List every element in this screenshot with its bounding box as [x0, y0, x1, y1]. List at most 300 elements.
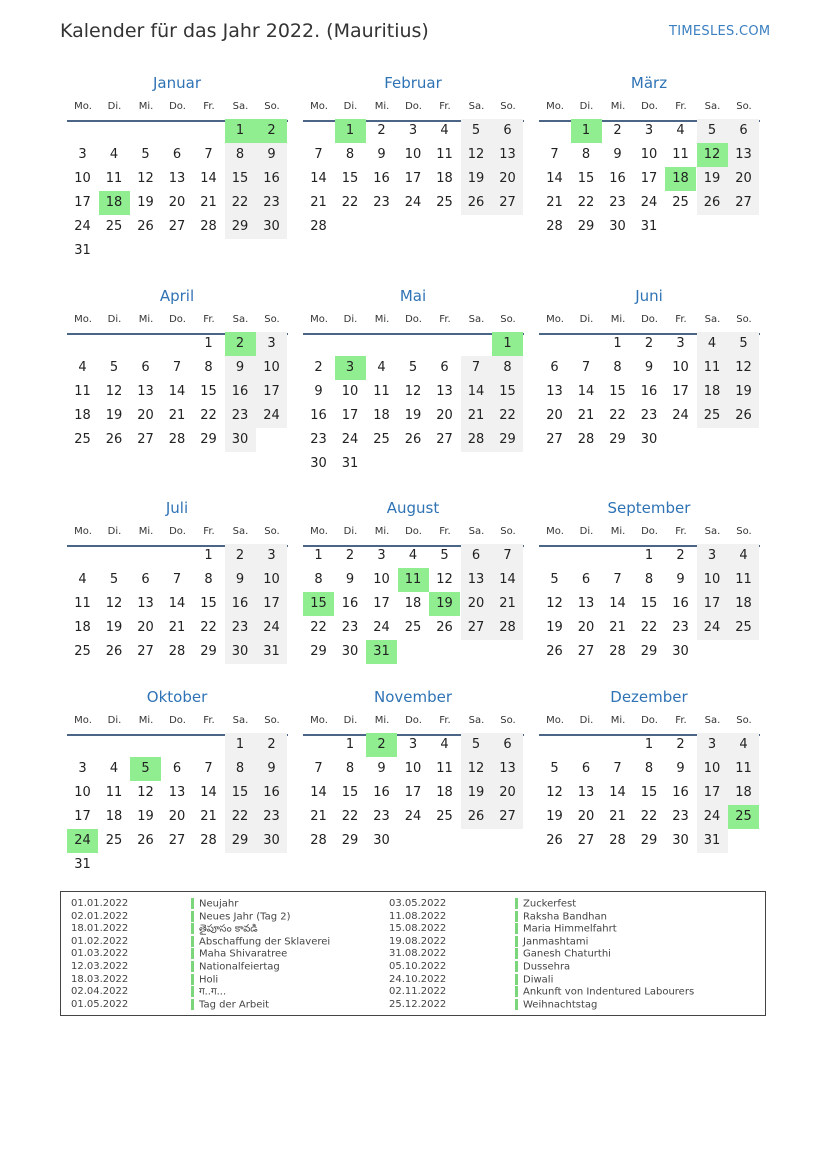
legend-marker-icon — [515, 898, 518, 909]
day-cell: 16 — [225, 592, 256, 616]
day-cell: 26 — [105, 432, 123, 447]
day-cell: 18 — [697, 380, 728, 404]
day-cell: 24 — [341, 432, 359, 447]
day-cell: 25 — [74, 432, 91, 447]
legend-name-text: Neues Jahr (Tag 2) — [199, 911, 291, 923]
day-cell: 14 — [609, 596, 626, 611]
day-cell: 27 — [436, 432, 453, 447]
weekday-header: So. — [500, 101, 516, 112]
weekday-header: Sa. — [232, 715, 249, 726]
holiday-day-cell: 24 — [67, 829, 98, 853]
day-cell: 10 — [256, 356, 287, 380]
weekday-header: Mi. — [610, 314, 626, 325]
day-cell: 3 — [377, 548, 386, 563]
day-cell: 29 — [640, 833, 658, 848]
legend-marker-icon — [191, 936, 194, 947]
legend-date: 19.08.2022 — [389, 935, 447, 947]
legend-holiday-name — [191, 936, 330, 949]
legend-holiday-name — [191, 961, 330, 974]
weekday-header: Mi. — [610, 526, 626, 537]
legend-date: 01.03.2022 — [71, 948, 129, 960]
day-cell: 30 — [609, 219, 626, 234]
weekday-header: Fr. — [439, 715, 451, 726]
day-cell: 10 — [256, 568, 287, 592]
weekday-header: Sa. — [232, 101, 249, 112]
legend-holiday-name — [191, 911, 330, 924]
legend-holiday-name — [191, 948, 330, 961]
holiday-day-cell: 15 — [303, 592, 334, 616]
day-cell: 11 — [728, 568, 759, 592]
day-cell: 20 — [492, 781, 523, 805]
legend-date: 01.02.2022 — [71, 935, 129, 947]
legend-holiday-name — [191, 898, 330, 911]
day-cell: 7 — [550, 147, 559, 162]
day-cell: 16 — [672, 596, 689, 611]
day-cell: 27 — [577, 644, 595, 659]
day-cell: 5 — [440, 548, 449, 563]
legend-name-text: తైపూసం కావడి — [199, 923, 258, 935]
day-cell: 26 — [728, 404, 759, 428]
day-cell: 22 — [609, 408, 626, 423]
legend-name-text: Nationalfeiertag — [199, 961, 280, 973]
day-cell: 16 — [373, 171, 390, 186]
day-cell: 6 — [440, 360, 449, 375]
legend-marker-icon — [191, 923, 194, 934]
day-cell: 8 — [225, 757, 256, 781]
day-cell: 10 — [697, 757, 728, 781]
day-cell: 20 — [168, 195, 186, 210]
day-cell: 2 — [377, 123, 386, 138]
day-cell: 25 — [436, 195, 453, 210]
day-cell: 30 — [672, 644, 689, 659]
weekday-header: So. — [500, 715, 516, 726]
day-cell: 26 — [546, 644, 563, 659]
day-cell: 3 — [408, 123, 418, 138]
legend-name-text: Dussehra — [523, 961, 571, 973]
day-cell: 21 — [200, 195, 217, 210]
day-cell: 29 — [341, 833, 359, 848]
weekday-header: Sa. — [704, 715, 721, 726]
day-cell: 3 — [697, 733, 728, 757]
day-cell: 10 — [404, 147, 422, 162]
day-cell: 24 — [404, 809, 422, 824]
day-cell: 17 — [74, 195, 91, 210]
day-cell: 17 — [697, 781, 728, 805]
day-cell: 22 — [310, 620, 327, 635]
weekday-header: Sa. — [232, 314, 249, 325]
legend-name-text: Abschaffung der Sklaverei — [199, 936, 331, 948]
day-cell: 23 — [225, 404, 256, 428]
weekday-header: Mi. — [138, 526, 154, 537]
day-cell: 27 — [546, 432, 563, 447]
day-cell: 11 — [436, 761, 453, 776]
day-cell: 30 — [640, 432, 658, 447]
legend-marker-icon — [515, 974, 518, 985]
day-cell: 23 — [373, 195, 390, 210]
day-cell: 29 — [640, 644, 658, 659]
day-cell: 17 — [256, 380, 287, 404]
legend-date: 11.08.2022 — [389, 910, 447, 922]
day-cell: 18 — [728, 781, 759, 805]
weekday-header: Mo. — [310, 101, 328, 112]
day-cell: 7 — [314, 761, 323, 776]
day-cell: 9 — [225, 568, 256, 592]
weekday-header: Do. — [169, 101, 186, 112]
day-cell: 6 — [492, 119, 523, 143]
weekday-header: Fr. — [675, 715, 687, 726]
day-cell: 24 — [74, 219, 91, 234]
day-cell: 8 — [581, 147, 591, 162]
legend-marker-icon — [191, 974, 194, 985]
day-cell: 4 — [109, 147, 119, 162]
day-cell: 5 — [109, 572, 119, 587]
day-cell: 17 — [697, 592, 728, 616]
day-cell: 13 — [577, 596, 595, 611]
day-cell: 28 — [492, 616, 523, 640]
day-cell: 30 — [256, 829, 287, 853]
legend-name-text: ग..ग... — [199, 986, 227, 998]
day-cell: 18 — [74, 620, 91, 635]
day-cell: 9 — [256, 143, 287, 167]
weekday-header: Di. — [343, 314, 358, 325]
day-cell: 8 — [204, 572, 213, 587]
weekday-header: Mo. — [310, 526, 328, 537]
day-cell: 23 — [672, 809, 689, 824]
day-cell: 22 — [640, 809, 658, 824]
day-cell: 13 — [492, 143, 523, 167]
weekday-header: Mo. — [546, 314, 564, 325]
legend-date: 02.11.2022 — [389, 986, 447, 998]
day-cell: 6 — [172, 761, 182, 776]
weekday-header: So. — [264, 101, 280, 112]
legend-holiday-name — [191, 999, 330, 1012]
legend-marker-icon — [191, 999, 194, 1010]
day-cell: 7 — [613, 761, 622, 776]
day-cell: 18 — [373, 408, 390, 423]
day-cell: 9 — [377, 147, 386, 162]
legend-date: 31.08.2022 — [389, 948, 447, 960]
legend-date: 05.10.2022 — [389, 960, 447, 972]
month-name: Oktober — [146, 688, 208, 706]
day-cell: 7 — [204, 761, 213, 776]
legend-name-text: Neujahr — [199, 898, 239, 910]
day-cell: 16 — [672, 785, 689, 800]
weekday-header: Do. — [169, 526, 186, 537]
month-name: September — [607, 499, 691, 517]
legend-marker-icon — [515, 936, 518, 947]
day-cell: 20 — [137, 408, 154, 423]
day-cell: 6 — [550, 360, 559, 375]
day-cell: 7 — [314, 147, 323, 162]
day-cell: 7 — [172, 360, 182, 375]
day-cell: 16 — [373, 785, 390, 800]
day-cell: 6 — [461, 544, 492, 568]
day-cell: 31 — [74, 243, 91, 258]
day-cell: 10 — [697, 568, 728, 592]
day-cell: 7 — [492, 544, 523, 568]
day-cell: 2 — [644, 336, 654, 351]
day-cell: 6 — [728, 119, 759, 143]
weekday-header: Mo. — [310, 314, 328, 325]
legend-date: 02.01.2022 — [71, 910, 129, 922]
legend-name-text: Ankunft von Indentured Labourers — [523, 986, 695, 998]
day-cell: 30 — [225, 428, 256, 452]
day-cell: 20 — [546, 408, 563, 423]
day-cell: 3 — [644, 123, 654, 138]
day-cell: 19 — [137, 195, 154, 210]
day-cell: 17 — [256, 592, 287, 616]
weekday-header: Di. — [107, 526, 122, 537]
day-cell: 24 — [256, 404, 287, 428]
day-cell: 23 — [640, 408, 658, 423]
weekday-header: So. — [736, 715, 752, 726]
day-cell: 26 — [546, 833, 563, 848]
day-cell: 25 — [436, 809, 453, 824]
day-cell: 26 — [697, 191, 728, 215]
day-cell: 24 — [373, 620, 390, 635]
day-cell: 19 — [546, 620, 563, 635]
day-cell: 10 — [341, 384, 359, 399]
legend-marker-icon — [515, 999, 518, 1010]
legend-holiday-name — [191, 974, 330, 987]
day-cell: 3 — [256, 544, 287, 568]
day-cell: 8 — [613, 360, 622, 375]
weekday-header: Do. — [641, 314, 658, 325]
weekday-header: Sa. — [468, 101, 485, 112]
day-cell: 17 — [404, 171, 422, 186]
month-name: Juni — [635, 287, 663, 305]
day-cell: 9 — [314, 384, 323, 399]
day-cell: 14 — [200, 171, 217, 186]
day-cell: 11 — [436, 147, 453, 162]
day-cell: 26 — [137, 219, 154, 234]
day-cell: 6 — [492, 733, 523, 757]
day-cell: 20 — [577, 809, 595, 824]
day-cell: 24 — [640, 195, 658, 210]
legend-date: 12.03.2022 — [71, 960, 129, 972]
legend-marker-icon — [515, 923, 518, 934]
day-cell: 19 — [137, 809, 154, 824]
holiday-day-cell: 18 — [99, 191, 130, 215]
day-cell: 27 — [492, 805, 523, 829]
day-cell: 21 — [168, 408, 186, 423]
day-cell: 6 — [581, 572, 591, 587]
holiday-day-cell: 1 — [225, 119, 256, 143]
day-cell: 28 — [168, 432, 186, 447]
day-cell: 9 — [377, 761, 386, 776]
day-cell: 4 — [728, 544, 759, 568]
day-cell: 28 — [200, 833, 217, 848]
day-cell: 9 — [676, 572, 685, 587]
day-cell: 3 — [408, 737, 418, 752]
weekday-header: Fr. — [203, 101, 215, 112]
legend-holiday-name — [515, 999, 694, 1012]
legend-date: 15.08.2022 — [389, 923, 447, 935]
day-cell: 20 — [137, 620, 154, 635]
day-cell: 24 — [697, 616, 728, 640]
legend-name-text: Holi — [199, 974, 219, 986]
day-cell: 5 — [728, 332, 759, 356]
legend-holiday-name — [515, 936, 694, 949]
weekday-header: Mi. — [374, 526, 390, 537]
day-cell: 13 — [492, 757, 523, 781]
weekday-header: So. — [500, 314, 516, 325]
day-cell: 23 — [609, 195, 626, 210]
day-cell: 29 — [200, 644, 217, 659]
day-cell: 5 — [461, 733, 492, 757]
weekday-header: Di. — [343, 526, 358, 537]
month-name: August — [386, 499, 440, 517]
day-cell: 20 — [436, 408, 453, 423]
holiday-day-cell: 1 — [335, 119, 366, 143]
legend-marker-icon — [191, 948, 194, 959]
page-title: Kalender für das Jahr 2022. (Mauritius) — [60, 20, 429, 42]
legend-name-text: Diwali — [523, 974, 554, 986]
day-cell: 26 — [404, 432, 422, 447]
day-cell: 14 — [609, 785, 626, 800]
day-cell: 13 — [168, 785, 186, 800]
legend-holiday-name — [191, 923, 330, 936]
day-cell: 15 — [341, 171, 359, 186]
legend-name-text: Raksha Bandhan — [523, 911, 607, 923]
day-cell: 23 — [373, 809, 390, 824]
holiday-day-cell: 5 — [130, 757, 161, 781]
day-cell: 28 — [310, 833, 327, 848]
day-cell: 22 — [341, 809, 359, 824]
weekday-header: Sa. — [232, 526, 249, 537]
day-cell: 25 — [672, 195, 689, 210]
day-cell: 7 — [613, 572, 622, 587]
weekday-header: So. — [500, 526, 516, 537]
day-cell: 10 — [404, 761, 422, 776]
day-cell: 11 — [74, 384, 91, 399]
weekday-header: Do. — [169, 314, 186, 325]
day-cell: 24 — [404, 195, 422, 210]
brand-link[interactable]: TIMESLES.COM — [669, 24, 771, 39]
day-cell: 25 — [74, 644, 91, 659]
day-cell: 29 — [577, 219, 595, 234]
weekday-header: So. — [736, 314, 752, 325]
day-cell: 31 — [341, 456, 359, 471]
weekday-header: Mi. — [374, 101, 390, 112]
day-cell: 5 — [461, 119, 492, 143]
day-cell: 7 — [204, 147, 213, 162]
day-cell: 19 — [461, 167, 492, 191]
day-cell: 18 — [74, 408, 91, 423]
day-cell: 20 — [728, 167, 759, 191]
day-cell: 1 — [204, 548, 213, 563]
day-cell: 28 — [168, 644, 186, 659]
day-cell: 1 — [644, 737, 654, 752]
day-cell: 21 — [609, 809, 626, 824]
day-cell: 8 — [345, 147, 355, 162]
weekday-header: Do. — [641, 101, 658, 112]
weekday-header: Mo. — [74, 314, 92, 325]
day-cell: 4 — [78, 572, 87, 587]
legend-name-text: Ganesh Chaturthi — [523, 948, 611, 960]
day-cell: 8 — [345, 761, 355, 776]
day-cell: 17 — [672, 384, 689, 399]
day-cell: 17 — [74, 809, 91, 824]
day-cell: 27 — [168, 219, 186, 234]
day-cell: 13 — [461, 568, 492, 592]
weekday-header: Do. — [169, 715, 186, 726]
legend-names-column-2 — [515, 898, 694, 1011]
day-cell: 22 — [225, 191, 256, 215]
day-cell: 3 — [78, 147, 87, 162]
day-cell: 25 — [404, 620, 422, 635]
day-cell: 23 — [225, 616, 256, 640]
legend-marker-icon — [191, 898, 194, 909]
day-cell: 4 — [377, 360, 386, 375]
legend-marker-icon — [191, 911, 194, 922]
day-cell: 1 — [613, 336, 622, 351]
day-cell: 8 — [204, 360, 213, 375]
holiday-day-cell: 19 — [429, 592, 460, 616]
weekday-header: Di. — [107, 101, 122, 112]
day-cell: 19 — [697, 167, 728, 191]
holiday-day-cell: 2 — [225, 332, 256, 356]
day-cell: 27 — [577, 833, 595, 848]
day-cell: 21 — [461, 404, 492, 428]
holiday-legend — [60, 891, 766, 1016]
weekday-header: Mi. — [138, 715, 154, 726]
day-cell: 25 — [728, 616, 759, 640]
day-cell: 13 — [546, 384, 563, 399]
day-cell: 15 — [640, 596, 658, 611]
day-cell: 7 — [581, 360, 591, 375]
day-cell: 21 — [577, 408, 595, 423]
day-cell: 27 — [461, 616, 492, 640]
day-cell: 28 — [577, 432, 595, 447]
holiday-day-cell: 2 — [366, 733, 397, 757]
day-cell: 2 — [314, 360, 323, 375]
day-cell: 23 — [256, 805, 287, 829]
day-cell: 26 — [436, 620, 453, 635]
weekday-header: Fr. — [439, 101, 451, 112]
day-cell: 28 — [609, 644, 626, 659]
day-cell: 9 — [256, 757, 287, 781]
day-cell: 12 — [105, 384, 123, 399]
day-cell: 13 — [577, 785, 595, 800]
holiday-day-cell: 3 — [335, 356, 366, 380]
day-cell: 22 — [640, 620, 658, 635]
day-cell: 6 — [141, 572, 150, 587]
day-cell: 11 — [105, 785, 123, 800]
month-name: Februar — [384, 74, 442, 92]
day-cell: 29 — [492, 428, 523, 452]
day-cell: 31 — [640, 219, 658, 234]
day-cell: 5 — [141, 147, 150, 162]
legend-date: 18.01.2022 — [71, 923, 129, 935]
day-cell: 14 — [168, 596, 186, 611]
month-name: April — [159, 287, 195, 305]
legend-name-text: Maria Himmelfahrt — [523, 923, 617, 935]
holiday-day-cell: 31 — [366, 640, 397, 664]
weekday-header: Mo. — [546, 101, 564, 112]
legend-holiday-name — [515, 961, 694, 974]
day-cell: 24 — [256, 616, 287, 640]
day-cell: 26 — [461, 191, 492, 215]
day-cell: 19 — [546, 809, 563, 824]
day-cell: 20 — [461, 592, 492, 616]
day-cell: 22 — [225, 805, 256, 829]
day-cell: 16 — [256, 781, 287, 805]
day-cell: 11 — [728, 757, 759, 781]
day-cell: 21 — [492, 592, 523, 616]
day-cell: 5 — [550, 761, 559, 776]
day-cell: 29 — [200, 432, 217, 447]
